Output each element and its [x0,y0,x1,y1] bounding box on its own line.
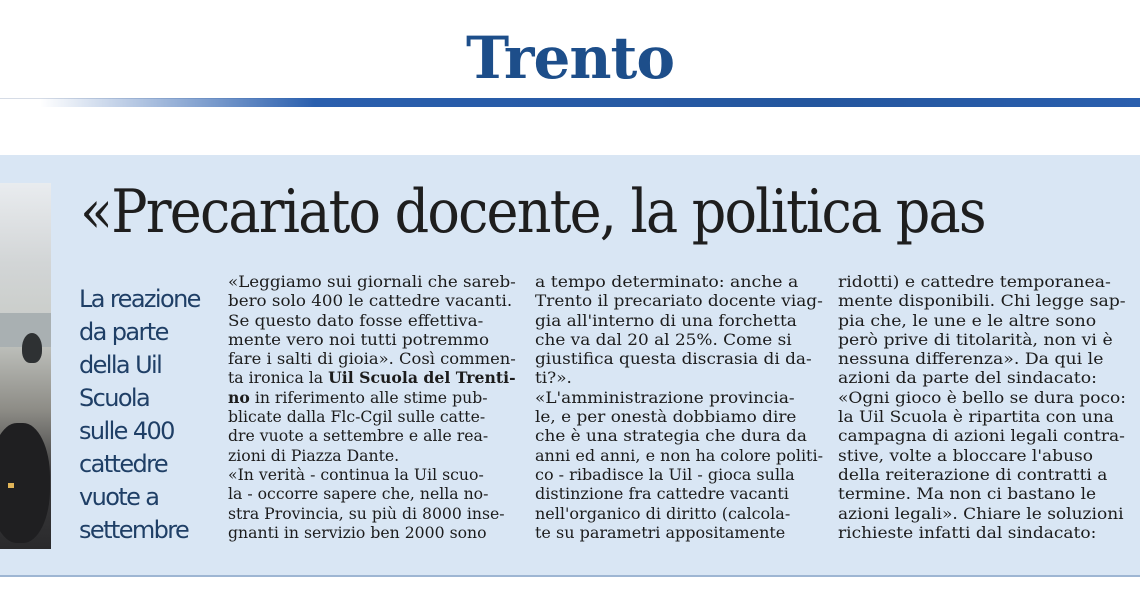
body-text-line: la - occorre sapere che, nella no- [228,484,489,504]
body-text-line: le, e per onestà dobbiamo dire [535,407,797,427]
subhead-line: La reazione [79,285,200,313]
subhead-line: della Uil [79,351,162,379]
body-text-line: «Ogni gioco è bello se dura poco: [838,387,1126,407]
body-text-line: Trento il precariato docente viag- [535,291,823,311]
subhead-line: Scuola [79,384,150,412]
body-text-line: gia all'interno di una forchetta [535,310,797,330]
text-column-1 [228,272,522,542]
body-text-line: mente disponibili. Chi legge sap- [838,291,1126,311]
bold-text: no [228,387,250,407]
body-text-line: campagna di azioni legali contra- [838,426,1125,446]
body-text-line: richieste infatti dal sindacato: [838,522,1097,542]
body-text-line: blicate dalla Flc-Cgil sulle catte- [228,407,486,427]
text-column-2 [535,272,823,542]
article-box [0,155,1140,575]
body-text-line: distinzione fra cattedre vacanti [535,484,789,504]
body-text-line: gnanti in servizio ben 2000 sono [228,522,487,542]
body-text-line: zioni di Piazza Dante. [228,445,400,465]
body-text-line: termine. Ma non ci bastano le [838,484,1097,504]
body-text-line [228,388,516,407]
article-bottom-rule [0,575,1140,577]
body-text-line: ridotti) e cattedre temporanea- [838,272,1111,291]
body-text-line: fare i salti di gioia». Così commen- [228,349,516,369]
body-text-line: a tempo determinato: anche a [535,272,799,291]
body-text-line: anni ed anni, e non ha colore politi- [535,445,824,465]
body-text-line: «L'amministrazione provincia- [535,387,795,407]
body-text-line: «Leggiamo sui giornali che sareb- [228,272,516,291]
body-text-line: che è una strategia che dura da [535,426,807,446]
classroom-photo [0,183,51,549]
article-headline: «Precariato docente, la politica pas [80,177,985,247]
body-text-line: bero solo 400 le cattedre vacanti. [228,291,513,311]
subhead-line: vuote a [79,483,159,511]
body-text-line: stra Provincia, su più di 8000 inse- [228,503,505,523]
subhead-line: sulle 400 [79,417,174,445]
body-text-line: della reiterazione di contratti a [838,464,1108,484]
body-text-line: pia che, le une e le altre sono [838,310,1097,330]
bold-text: Uil Scuola del Trenti- [328,368,516,388]
body-text-line: nessuna differenza». Da qui le [838,349,1104,369]
body-text-line: dre vuote a settembre e alle rea- [228,426,489,446]
body-text-line: che va dal 20 al 25%. Come si [535,329,792,349]
body-text-line: Se questo dato fosse effettiva- [228,310,484,330]
subhead-line: da parte [79,318,168,346]
article-subhead [79,283,200,547]
body-text-line: stive, volte a bloccare l'abuso [838,445,1093,465]
body-text-line: però prive di titolarità, non vi è [838,329,1113,349]
text-span: in riferimento alle stime pub- [249,387,488,407]
body-text-line: nell'organico di diritto (calcola- [535,503,791,523]
masthead-blue-rule [40,98,1140,107]
body-text-line: co - ribadisce la Uil - gioca sulla [535,464,795,484]
body-text-line: azioni da parte del sindacato: [838,368,1097,388]
subhead-line: cattedre [79,450,168,478]
body-text-line: azioni legali». Chiare le soluzioni [838,503,1124,523]
text-column-3 [838,272,1126,542]
body-text-line: mente vero noi tutti potremmo [228,329,490,349]
subhead-line: settembre [79,516,189,544]
text-span: ta ironica la [228,368,329,388]
body-text-line: giustifica questa discrasia di da- [535,349,812,369]
body-text-line: «In verità - continua la Uil scuo- [228,464,484,484]
section-masthead [0,0,1140,150]
section-title: Trento [465,24,675,92]
body-text-line: la Uil Scuola è ripartita con una [838,407,1114,427]
body-text-line: ti?». [535,368,572,388]
body-text-line: te su parametri appositamente [535,522,786,542]
body-text-line [228,368,516,387]
